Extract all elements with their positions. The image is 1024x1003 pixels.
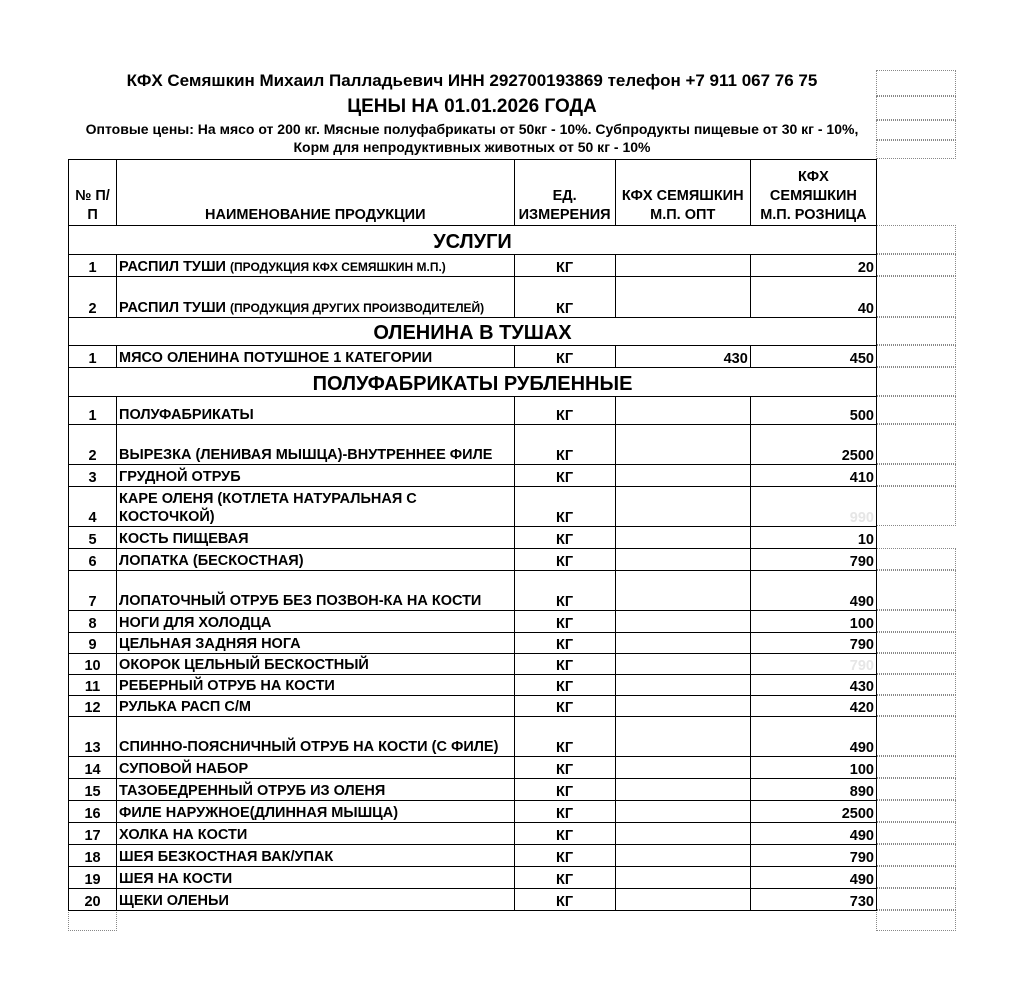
table-row: [69, 675, 877, 696]
grid-cell: [876, 610, 956, 632]
product-name-text: СПИННО-ПОЯСНИЧНЫЙ ОТРУБ НА КОСТИ (С ФИЛЕ): [119, 739, 499, 755]
product-name: [117, 801, 514, 823]
grid-cell: [876, 424, 956, 464]
table-row: [69, 611, 877, 633]
row-number: 19: [69, 867, 117, 889]
product-name-note: (ПРОДУКЦИЯ КФХ СЕМЯШКИН М.П.): [229, 260, 446, 274]
row-number: 1: [69, 397, 117, 425]
retail-price: 490: [750, 571, 876, 611]
row-number: 2: [69, 277, 117, 318]
unit-cell: КГ: [514, 425, 615, 465]
product-name-text: ЦЕЛЬНАЯ ЗАДНЯЯ НОГА: [119, 636, 301, 652]
opt-price: [615, 801, 750, 823]
product-name: [117, 255, 514, 277]
row-number: 1: [69, 255, 117, 277]
row-number: 11: [69, 675, 117, 696]
product-name-text: ТАЗОБЕДРЕННЫЙ ОТРУБ ИЗ ОЛЕНЯ: [119, 783, 386, 799]
unit-cell: КГ: [514, 779, 615, 801]
product-name-text: НОГИ ДЛЯ ХОЛОДЦА: [119, 615, 272, 631]
product-name: [117, 549, 514, 571]
grid-cell: [876, 548, 956, 570]
retail-price: 20: [750, 255, 876, 277]
grid-cell: [876, 822, 956, 844]
grid-cell: [876, 570, 956, 610]
table-row: [69, 845, 877, 867]
row-number: 14: [69, 757, 117, 779]
product-name-text: РУЛЬКА РАСП С/М: [119, 699, 251, 715]
product-name: [117, 889, 514, 911]
product-name: [117, 346, 514, 368]
unit-cell: КГ: [514, 889, 615, 911]
opt-price: [615, 255, 750, 277]
product-name-text: ФИЛЕ НАРУЖНОЕ(ДЛИННАЯ МЫШЦА): [119, 805, 399, 821]
opt-price: [615, 487, 750, 527]
retail-price: 2500: [750, 801, 876, 823]
table-row: [69, 255, 877, 277]
unit-cell: КГ: [514, 346, 615, 368]
section-row: [69, 318, 877, 346]
row-number: 12: [69, 696, 117, 717]
opt-price: [615, 779, 750, 801]
product-name-text: ШЕЯ БЕЗКОСТНАЯ ВАК/УПАК: [119, 849, 334, 865]
section-title: ПОЛУФАБРИКАТЫ РУБЛЕННЫЕ: [69, 368, 877, 397]
retail-price: 790: [750, 633, 876, 654]
product-name: [117, 277, 514, 318]
product-name: [117, 611, 514, 633]
table-row: [69, 867, 877, 889]
table-row: [69, 487, 877, 527]
table-row: [69, 527, 877, 549]
product-name: [117, 823, 514, 845]
section-row: [69, 226, 877, 255]
product-name: [117, 633, 514, 654]
product-name-text: ГРУДНОЙ ОТРУБ: [119, 469, 241, 485]
grid-cell: [876, 140, 956, 159]
table-row: [69, 717, 877, 757]
grid-cell: [876, 276, 956, 317]
grid-cell: [876, 674, 956, 695]
retail-price: 990: [750, 487, 876, 527]
opt-price: 430: [615, 346, 750, 368]
row-number: 7: [69, 571, 117, 611]
unit-cell: КГ: [514, 801, 615, 823]
product-name-text: ОКОРОК ЦЕЛЬНЫЙ БЕСКОСТНЫЙ: [119, 657, 369, 673]
unit-cell: КГ: [514, 549, 615, 571]
table-row: [69, 757, 877, 779]
opt-price: [615, 757, 750, 779]
grid-cell: [876, 120, 956, 140]
row-number: 2: [69, 425, 117, 465]
row-number: 4: [69, 487, 117, 527]
unit-cell: КГ: [514, 465, 615, 487]
product-name: [117, 425, 514, 465]
row-number: 6: [69, 549, 117, 571]
product-name: [117, 527, 514, 549]
unit-cell: КГ: [514, 487, 615, 527]
grid-cell: [876, 96, 956, 120]
product-name: [117, 717, 514, 757]
product-name-text: ЛОПАТОЧНЫЙ ОТРУБ БЕЗ ПОЗВОН-КА НА КОСТИ: [119, 593, 482, 609]
retail-price: 430: [750, 675, 876, 696]
unit-cell: КГ: [514, 757, 615, 779]
product-name-note: (ПРОДУКЦИЯ ДРУГИХ ПРОИЗВОДИТЕЛЕЙ): [229, 301, 485, 315]
retail-price: 410: [750, 465, 876, 487]
product-name: [117, 757, 514, 779]
opt-price: [615, 611, 750, 633]
product-name-text: РЕБЕРНЫЙ ОТРУБ НА КОСТИ: [119, 678, 335, 694]
retail-price: 420: [750, 696, 876, 717]
product-name: [117, 654, 514, 675]
opt-price: [615, 425, 750, 465]
opt-price: [615, 633, 750, 654]
page-title: ЦЕНЫ НА 01.01.2026 ГОДА: [347, 96, 597, 117]
grid-cell: [68, 910, 117, 931]
retail-price: 790: [750, 549, 876, 571]
row-number: 15: [69, 779, 117, 801]
row-number: 13: [69, 717, 117, 757]
product-name: [117, 845, 514, 867]
retail-price: 490: [750, 823, 876, 845]
product-name: [117, 696, 514, 717]
row-number: 9: [69, 633, 117, 654]
wholesale-note: Оптовые цены: На мясо от 200 кг. Мясные полуфабрикаты от 50кг - 10%. Субпродукты пищевые от 30 кг - 10%, Корм для непродуктивных животных от 50 кг - 10%: [85, 121, 859, 155]
product-name-text: ХОЛКА НА КОСТИ: [119, 827, 248, 843]
unit-cell: КГ: [514, 255, 615, 277]
product-name: [117, 571, 514, 611]
retail-price: 730: [750, 889, 876, 911]
table-row: [69, 654, 877, 675]
opt-price: [615, 889, 750, 911]
row-number: 3: [69, 465, 117, 487]
section-title: ОЛЕНИНА В ТУШАХ: [69, 318, 877, 346]
grid-cell: [876, 486, 956, 526]
grid-cell: [876, 756, 956, 778]
retail-price: 40: [750, 277, 876, 318]
table-row: [69, 823, 877, 845]
retail-price: 490: [750, 717, 876, 757]
table-row: [69, 889, 877, 911]
grid-cell: [876, 778, 956, 800]
retail-price: 450: [750, 346, 876, 368]
opt-price: [615, 823, 750, 845]
unit-cell: КГ: [514, 675, 615, 696]
opt-price: [615, 717, 750, 757]
unit-cell: КГ: [514, 867, 615, 889]
grid-cell: [876, 225, 956, 254]
product-name-text: РАСПИЛ ТУШИ: [119, 300, 226, 316]
table-row: [69, 633, 877, 654]
product-name-text: КОСТЬ ПИЩЕВАЯ: [119, 531, 249, 547]
grid-cell: [876, 70, 956, 96]
grid-cell: [876, 888, 956, 910]
row-number: 8: [69, 611, 117, 633]
grid-cell: [876, 695, 956, 716]
product-name-text: ЛОПАТКА (БЕСКОСТНАЯ): [119, 553, 304, 569]
opt-price: [615, 867, 750, 889]
row-number: 5: [69, 527, 117, 549]
unit-cell: КГ: [514, 527, 615, 549]
retail-price: 100: [750, 757, 876, 779]
unit-cell: КГ: [514, 571, 615, 611]
grid-cell: [876, 716, 956, 756]
section-title: УСЛУГИ: [69, 226, 877, 255]
product-name-text: ВЫРЕЗКА (ЛЕНИВАЯ МЫШЦА)-ВНУТРЕННЕЕ ФИЛЕ: [119, 447, 493, 463]
table-row: [69, 277, 877, 318]
unit-cell: КГ: [514, 845, 615, 867]
opt-price: [615, 845, 750, 867]
col-header-retail: КФХ СЕМЯШКИН М.П. РОЗНИЦА: [750, 160, 876, 226]
row-number: 16: [69, 801, 117, 823]
table-row: [69, 346, 877, 368]
grid-cell: [876, 345, 956, 367]
product-name: [117, 465, 514, 487]
unit-cell: КГ: [514, 654, 615, 675]
opt-price: [615, 675, 750, 696]
row-number: 20: [69, 889, 117, 911]
product-name-text: СУПОВОЙ НАБОР: [119, 761, 249, 777]
table-row: [69, 696, 877, 717]
row-number: 18: [69, 845, 117, 867]
grid-cell: [876, 653, 956, 674]
col-header-num: № П/П: [69, 160, 117, 226]
retail-price: 490: [750, 867, 876, 889]
grid-cell: [876, 317, 956, 345]
product-name-text: ПОЛУФАБРИКАТЫ: [119, 407, 254, 423]
table-row: [69, 549, 877, 571]
row-number: 1: [69, 346, 117, 368]
product-name: [117, 675, 514, 696]
row-number: 10: [69, 654, 117, 675]
opt-price: [615, 465, 750, 487]
unit-cell: КГ: [514, 633, 615, 654]
product-name-text: МЯСО ОЛЕНИНА ПОТУШНОЕ 1 КАТЕГОРИИ: [119, 350, 433, 366]
unit-cell: КГ: [514, 397, 615, 425]
grid-cell: [876, 464, 956, 486]
grid-cell: [876, 632, 956, 653]
grid-cell: [876, 866, 956, 888]
grid-cell: [876, 800, 956, 822]
col-header-unit: ЕД. ИЗМЕРЕНИЯ: [514, 160, 615, 226]
table-row: [69, 571, 877, 611]
grid-cell: [876, 396, 956, 424]
unit-cell: КГ: [514, 823, 615, 845]
opt-price: [615, 654, 750, 675]
opt-price: [615, 277, 750, 318]
product-name-text: РАСПИЛ ТУШИ: [119, 259, 226, 275]
table-row: [69, 465, 877, 487]
retail-price: 790: [750, 845, 876, 867]
product-name: [117, 397, 514, 425]
unit-cell: КГ: [514, 696, 615, 717]
grid-cell: [876, 844, 956, 866]
row-number: 17: [69, 823, 117, 845]
product-name: [117, 867, 514, 889]
product-name-text: ЩЕКИ ОЛЕНЬИ: [119, 893, 229, 909]
firm-line: КФХ Семяшкин Михаил Палладьевич ИНН 292700193869 телефон +7 911 067 76 75: [126, 71, 818, 90]
product-name: [117, 779, 514, 801]
table-row: [69, 425, 877, 465]
grid-cell: [876, 254, 956, 276]
price-table: [68, 159, 877, 911]
unit-cell: КГ: [514, 277, 615, 318]
unit-cell: КГ: [514, 611, 615, 633]
table-row: [69, 801, 877, 823]
section-row: [69, 368, 877, 397]
retail-price: 500: [750, 397, 876, 425]
opt-price: [615, 527, 750, 549]
opt-price: [615, 571, 750, 611]
product-name-text: ШЕЯ НА КОСТИ: [119, 871, 233, 887]
retail-price: 100: [750, 611, 876, 633]
product-name-text: КАРЕ ОЛЕНЯ (КОТЛЕТА НАТУРАЛЬНАЯ С КОСТОЧКОЙ): [119, 491, 417, 525]
retail-price: 10: [750, 527, 876, 549]
col-header-opt: КФХ СЕМЯШКИН М.П. ОПТ: [615, 160, 750, 226]
grid-cell: [876, 367, 956, 396]
opt-price: [615, 549, 750, 571]
opt-price: [615, 397, 750, 425]
product-name: [117, 487, 514, 527]
table-row: [69, 397, 877, 425]
retail-price: 890: [750, 779, 876, 801]
grid-cell: [876, 910, 956, 931]
retail-price: 2500: [750, 425, 876, 465]
table-header-row: [69, 160, 877, 226]
table-row: [69, 779, 877, 801]
col-header-name: НАИМЕНОВАНИЕ ПРОДУКЦИИ: [117, 160, 514, 226]
retail-price: 790: [750, 654, 876, 675]
unit-cell: КГ: [514, 717, 615, 757]
opt-price: [615, 696, 750, 717]
